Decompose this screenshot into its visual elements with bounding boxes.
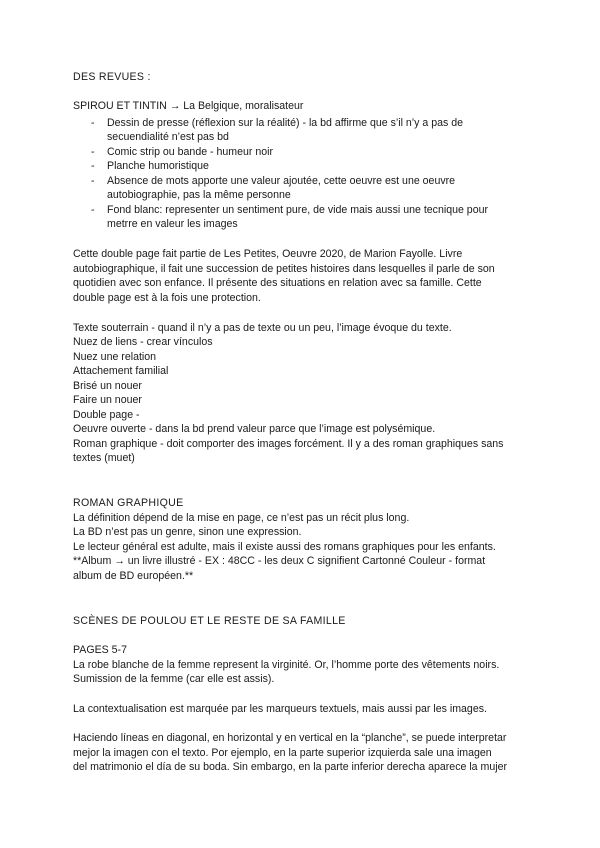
pages-label: PAGES 5-7 xyxy=(73,644,127,656)
roman-line: La BD n’est pas un genre, sinon une expression. xyxy=(73,526,302,538)
bullet-dash: - xyxy=(91,117,95,129)
bullet-line: autobiographie, pas la même personne xyxy=(107,189,291,201)
bullet-dash: - xyxy=(91,160,95,172)
note-line: Roman graphique - doit comporter des images forcément. Il y a des roman graphiques sans xyxy=(73,438,504,450)
note-line: Attachement familial xyxy=(73,365,169,377)
paragraph-line: quotidien avec son enfance. Il présente des situations en relation avec sa famille. Cette xyxy=(73,277,482,289)
scenes-line: Sumission de la femme (car elle est assis). xyxy=(73,673,275,685)
scenes-line: La contextualisation est marquée par les marqueurs textuels, mais aussi par les images. xyxy=(73,703,487,715)
scenes-line: La robe blanche de la femme represent la virginité. Or, l’homme porte des vêtements noirs. xyxy=(73,659,500,671)
bullet-line: Fond blanc: representer un sentiment pure, de vide mais aussi une tecnique pour xyxy=(107,204,489,216)
revues-heading: DES REVUES : xyxy=(73,71,151,83)
roman-line: album de BD européen.** xyxy=(73,570,194,582)
note-line: Oeuvre ouverte - dans la bd prend valeur parce que l’image est polysémique. xyxy=(73,423,436,435)
note-line: Texte souterrain - quand il n’y a pas de texte ou un peu, l’image évoque du texte. xyxy=(73,322,452,334)
roman-graphique-heading: ROMAN GRAPHIQUE xyxy=(73,497,184,509)
paragraph-line: autobiographique, il fait une succession de petites histoires dans lesquelles il parle de son xyxy=(73,263,495,275)
roman-line: La définition dépend de la mise en page, ce n’est pas un récit plus long. xyxy=(73,512,410,524)
note-line: Brisé un nouer xyxy=(73,380,142,392)
note-line: textes (muet) xyxy=(73,452,135,464)
bullet-line: secuendialité n’est pas bd xyxy=(107,131,229,143)
note-line: Nuez de liens - crear vínculos xyxy=(73,336,213,348)
scenes-line: mejor la imagen con el texto. Por ejemplo, en la parte superior izquierda sale una imagen xyxy=(73,747,492,759)
bullet-line: Absence de mots apporte une valeur ajoutée, cette oeuvre est une oeuvre xyxy=(107,175,456,187)
spirou-tintin-subheading: SPIROU ET TINTIN → La Belgique, moralisateur xyxy=(73,100,304,112)
roman-line: Le lecteur général est adulte, mais il existe aussi des romans graphiques pour les enfants. xyxy=(73,541,496,553)
bullet-line: Comic strip ou bande - humeur noir xyxy=(107,146,274,158)
bullet-line: Planche humoristique xyxy=(107,160,209,172)
note-line: Faire un nouer xyxy=(73,394,142,406)
note-line: Nuez une relation xyxy=(73,351,157,363)
scenes-line: del matrimonio el día de su boda. Sin embargo, en la parte inferior derecha aparece la mujer xyxy=(73,761,508,773)
bullet-dash: - xyxy=(91,175,95,187)
bullet-dash: - xyxy=(91,204,95,216)
bullet-line: metrre en valeur les images xyxy=(107,218,238,230)
paragraph-line: double page est à la fois une protection. xyxy=(73,292,261,304)
scenes-line: Haciendo líneas en diagonal, en horizontal y en vertical en la “planche”, se puede interpretar xyxy=(73,732,507,744)
bullet-dash: - xyxy=(91,146,95,158)
scenes-heading: SCÈNES DE POULOU ET LE RESTE DE SA FAMILLE xyxy=(73,615,346,627)
roman-line: **Album → un livre illustré - EX : 48CC - les deux C signifient Cartonné Couleur - format xyxy=(73,555,486,567)
bullet-line: Dessin de presse (réflexion sur la réalité) - la bd affirme que s’il n’y a pas de xyxy=(107,117,464,129)
paragraph-line: Cette double page fait partie de Les Petites, Oeuvre 2020, de Marion Fayolle. Livre xyxy=(73,248,463,260)
note-line: Double page - xyxy=(73,409,140,421)
